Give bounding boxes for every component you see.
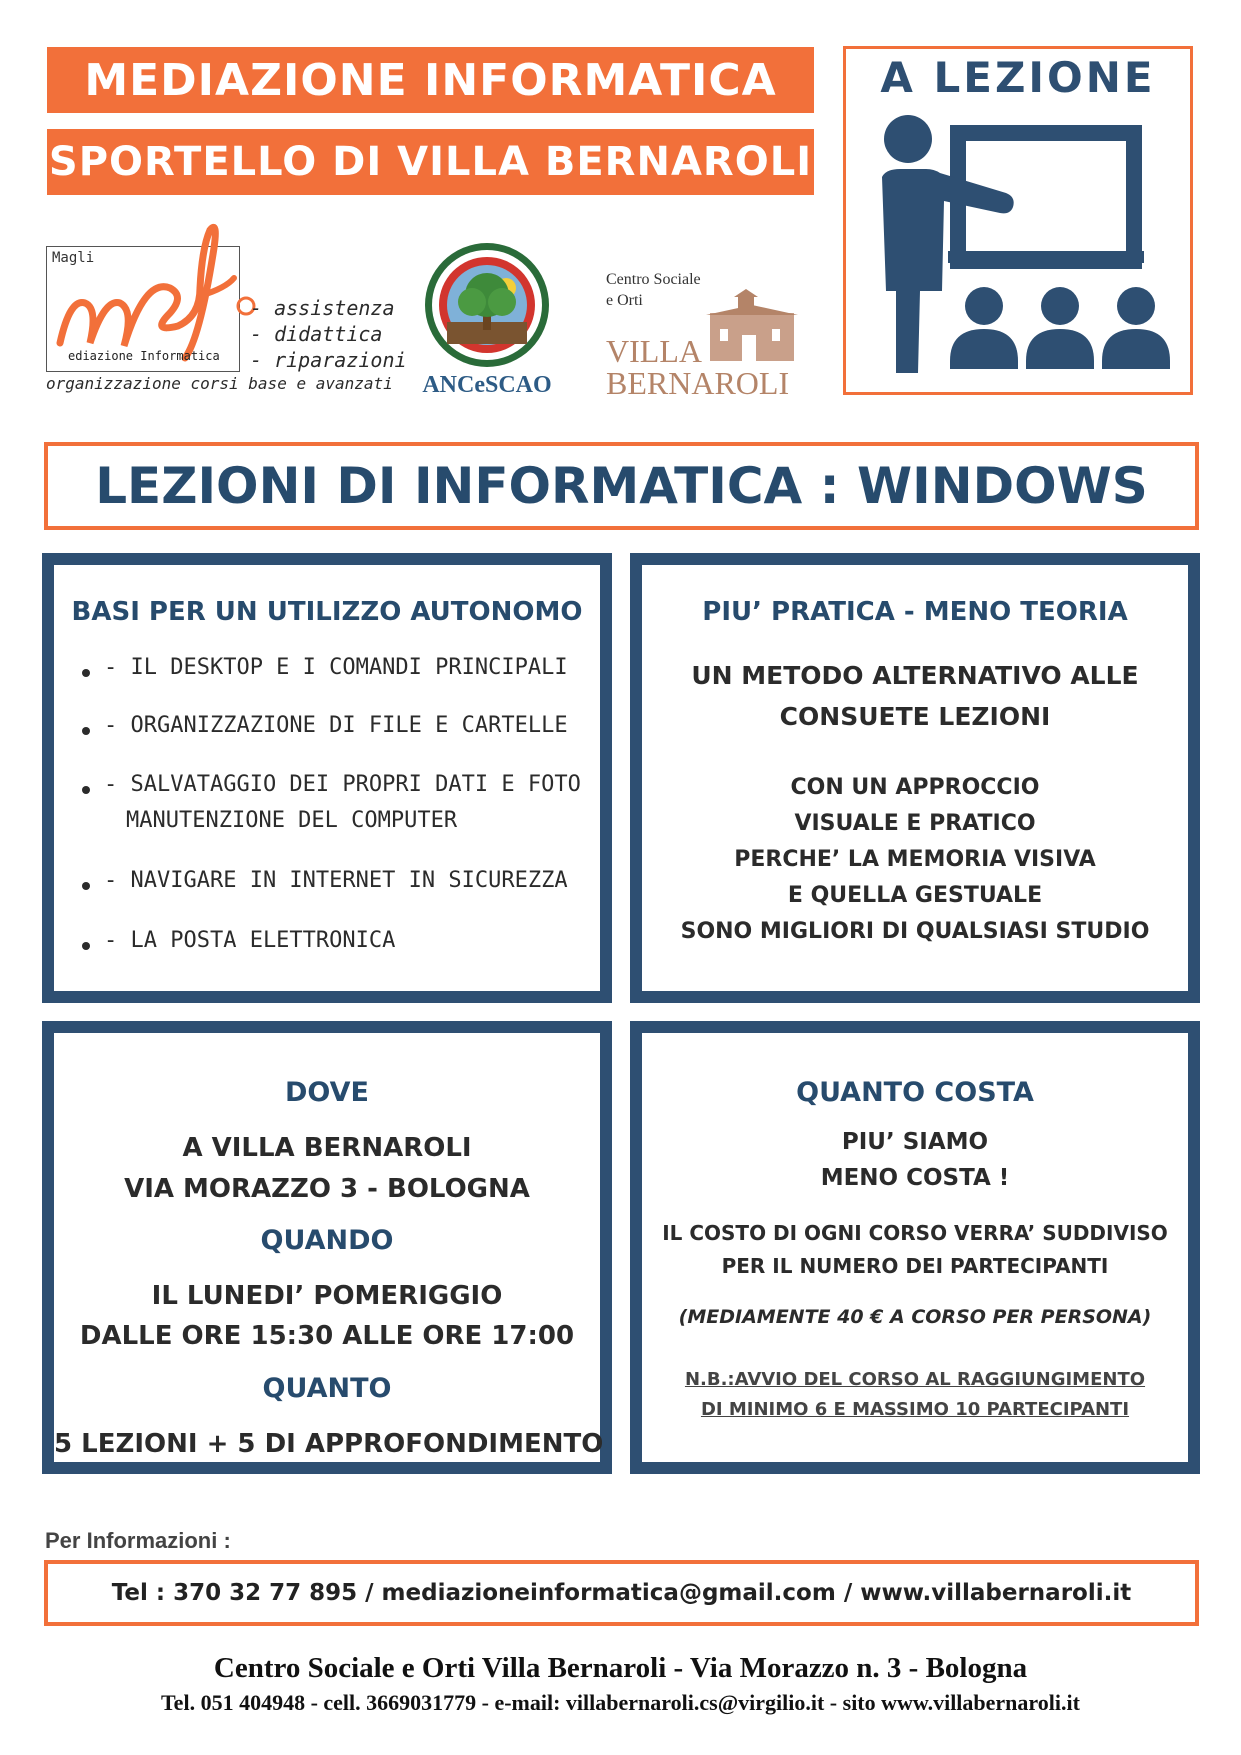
panel-cost [630, 1021, 1200, 1474]
where-line-1: A VILLA BERNAROLI [182, 1133, 472, 1163]
magli-service-assistenza: - assistenza [250, 296, 395, 320]
title-line-1: MEDIAZIONE INFORMATICA [84, 54, 777, 106]
villa-small-line-1: Centro Sociale [606, 271, 701, 288]
basics-item-1: - IL DESKTOP E I COMANDI PRINCIPALI [104, 655, 568, 680]
basics-item-2: - ORGANIZZAZIONE DI FILE E CARTELLE [104, 713, 568, 738]
teacher-classroom-icon [856, 111, 1182, 391]
villa-small-line-2: e Orti [606, 292, 643, 309]
info-label: Per Informazioni : [45, 1528, 231, 1553]
villa-building-icon [702, 289, 802, 361]
panel-practice-title: PIU’ PRATICA - MENO TEORIA [702, 597, 1128, 627]
basics-item-5: - LA POSTA ELETTRONICA [104, 928, 396, 953]
where-line-2: VIA MORAZZO 3 - BOLOGNA [124, 1174, 530, 1204]
panel-where-when [42, 1021, 612, 1474]
cost-title: QUANTO COSTA [796, 1077, 1034, 1108]
title-banner-2 [47, 129, 814, 195]
practice-body-5: SONO MIGLIORI DI QUALSIASI STUDIO [680, 919, 1150, 944]
cost-slogan-2: MENO COSTA ! [820, 1165, 1010, 1191]
cost-average: (MEDIAMENTE 40 € A CORSO PER PERSONA) [678, 1306, 1152, 1328]
footer-line-2: Tel. 051 404948 - cell. 3669031779 - e-mail: villabernaroli.cs@virgilio.it - sito www.villabernaroli.it [161, 1690, 1080, 1715]
where-title: DOVE [285, 1077, 369, 1108]
lesson-badge-title: A LEZIONE [880, 53, 1156, 102]
magli-small-label: Magli [52, 250, 95, 266]
magli-service-didattica: - didattica [250, 322, 383, 346]
basics-item-4: - NAVIGARE IN INTERNET IN SICUREZZA [104, 868, 568, 893]
basics-item-3-line-2: MANUTENZIONE DEL COMPUTER [126, 808, 458, 833]
basics-list [54, 645, 600, 985]
villa-name-line-1: VILLA [606, 333, 702, 369]
villa-bernaroli-logo [594, 245, 814, 405]
ancescao-logo [412, 240, 562, 410]
panel-basics [42, 553, 612, 1003]
main-banner [44, 442, 1199, 530]
panel-practice [630, 553, 1200, 1003]
practice-body-2: VISUALE E PRATICO [794, 811, 1036, 836]
bullet-icon [82, 882, 90, 890]
howmany-title: QUANTO [262, 1373, 392, 1404]
magli-logo [46, 218, 407, 408]
ancescao-tree-icon [422, 240, 552, 370]
bullet-icon [82, 942, 90, 950]
villa-name-line-2: BERNAROLI [606, 365, 790, 401]
when-line-2: DALLE ORE 15:30 ALLE ORE 17:00 [79, 1321, 575, 1351]
practice-body-1: CON UN APPROCCIO [790, 775, 1040, 800]
magli-mark-icon [50, 218, 280, 368]
cost-line-2: PER IL NUMERO DEI PARTECIPANTI [721, 1254, 1109, 1278]
cost-slogan-1: PIU’ SIAMO [841, 1129, 989, 1155]
contact-text: Tel : 370 32 77 895 / mediazioneinformatica@gmail.com / www.villabernaroli.it [111, 1580, 1132, 1606]
howmany-line: 5 LEZIONI + 5 DI APPROFONDIMENTO [54, 1429, 604, 1459]
title-line-2: SPORTELLO DI VILLA BERNAROLI [48, 139, 813, 185]
cost-note-2: DI MINIMO 6 E MASSIMO 10 PARTECIPANTI [700, 1399, 1130, 1420]
title-banner-1 [47, 47, 814, 113]
cost-line-1: IL COSTO DI OGNI CORSO VERRA’ SUDDIVISO [662, 1221, 1168, 1245]
when-line-1: IL LUNEDI’ POMERIGGIO [151, 1281, 503, 1311]
practice-intro-2: CONSUETE LEZIONI [779, 702, 1051, 731]
magli-caption: ediazione Informatica [68, 349, 220, 363]
bullet-icon [82, 669, 90, 677]
panel-basics-title: BASI PER UN UTILIZZO AUTONOMO [71, 597, 583, 627]
ancescao-label: ANCeSCAO [422, 372, 552, 398]
basics-item-3: - SALVATAGGIO DEI PROPRI DATI E FOTO [104, 772, 581, 797]
contact-banner [44, 1560, 1199, 1626]
practice-intro-1: UN METODO ALTERNATIVO ALLE [691, 661, 1139, 690]
magli-courses: organizzazione corsi base e avanzati [46, 374, 393, 393]
bullet-icon [82, 727, 90, 735]
footer-line-1: Centro Sociale e Orti Villa Bernaroli - Via Morazzo n. 3 - Bologna [213, 1652, 1028, 1684]
practice-body-4: E QUELLA GESTUALE [787, 883, 1043, 908]
bullet-icon [82, 786, 90, 794]
main-banner-title: LEZIONI DI INFORMATICA : WINDOWS [95, 457, 1148, 515]
when-title: QUANDO [260, 1225, 394, 1256]
cost-note-1: N.B.:AVVIO DEL CORSO AL RAGGIUNGIMENTO [684, 1369, 1146, 1390]
lesson-badge [843, 46, 1193, 395]
practice-body-3: PERCHE’ LA MEMORIA VISIVA [734, 847, 1096, 872]
magli-service-riparazioni: - riparazioni [250, 348, 407, 372]
